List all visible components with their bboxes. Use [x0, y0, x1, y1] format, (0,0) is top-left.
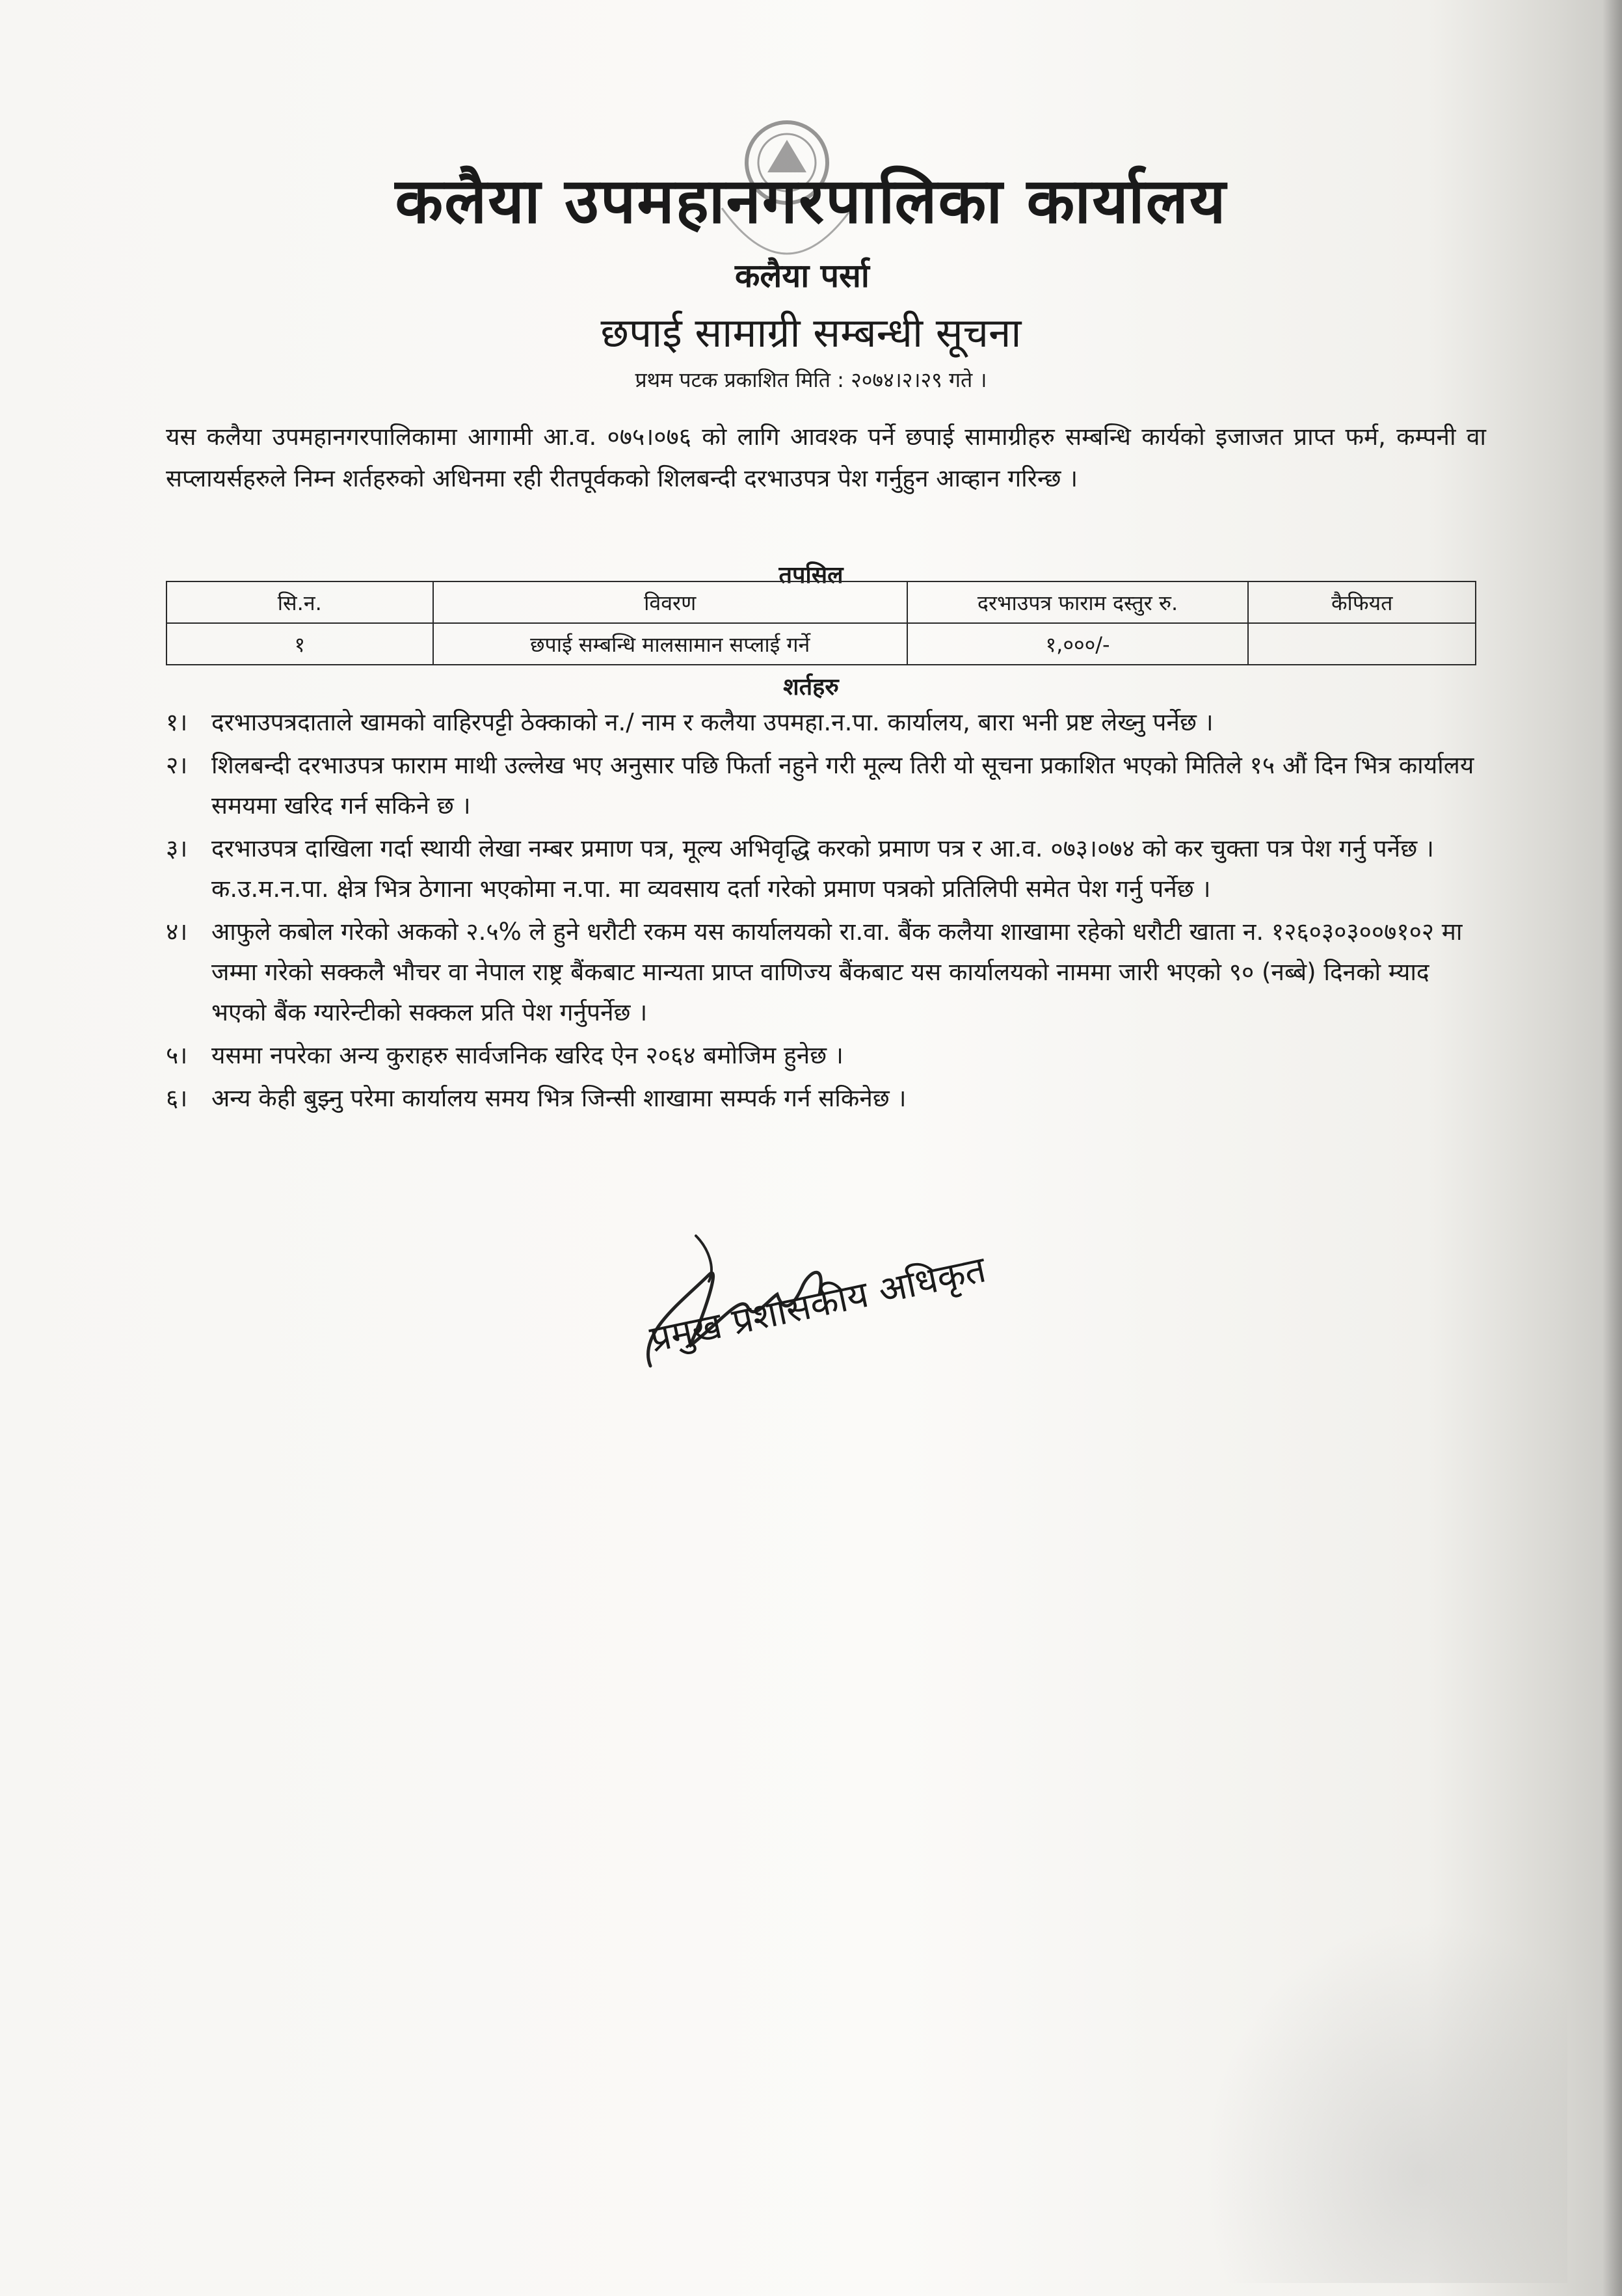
term-item [166, 1035, 1486, 1076]
cell-serial: १ [166, 623, 433, 665]
items-table [166, 581, 1476, 665]
header-description: विवरण [433, 581, 907, 623]
term-number: १। [166, 708, 188, 736]
page-fold-shadow [1203, 1919, 1567, 2283]
cell-description: छपाई सम्बन्धि मालसामान सप्लाई गर्ने [433, 623, 907, 665]
office-title: कलैया उपमहानगरपालिका कार्यालय [395, 165, 1227, 237]
term-number: ६। [166, 1084, 188, 1112]
term-text: अन्य केही बुझ्नु परेमा कार्यालय समय भित्र जिन्सी शाखामा सम्पर्क गर्न सकिनेछ । [211, 1084, 907, 1112]
office-location: कलैया पर्सा [735, 257, 870, 295]
terms-caption: शर्तहरु [783, 674, 839, 701]
term-item [166, 702, 1486, 743]
term-item [166, 912, 1486, 1033]
intro-paragraph: यस कलैया उपमहानगरपालिकामा आगामी आ.व. ०७५।०७६ को लागि आवश्क पर्ने छपाई सामाग्रीहरु सम्बन्धि कार्यको इजाजत प्राप्त फर्म, कम्पनी वा सप्लायर्सहरुले निम्न शर्तहरुको अधिनमा रही रीतपूर्वकको शिलबन्दी दरभाउपत्र पेश गर्नुहुन आव्हान गरिन्छ । [166, 423, 1486, 492]
table-row [166, 623, 1476, 665]
term-number: ३। [166, 834, 188, 862]
term-text: आफुले कबोल गरेको अकको २.५% ले हुने धरौटी रकम यस कार्यालयको रा.वा. बैंक कलैया शाखामा रहेको धरौटी खाता न. १२६०३०३००७१०२ मा जम्मा गरेको सक्कलै भौचर वा नेपाल राष्ट्र बैंकबाट मान्यता प्राप्त वाणिज्य बैंकबाट यस कार्यालयको नाममा जारी भएको ९० (नब्बे) दिनको म्याद भएको बैंक ग्यारेन्टीको सक्कल प्रति पेश गर्नुपर्नेछ । [211, 918, 1463, 1026]
notice-heading: छपाई सामाग्री सम्बन्धी सूचना [600, 309, 1022, 356]
term-item [166, 1078, 1486, 1119]
term-number: ४। [166, 918, 188, 946]
term-text: दरभाउपत्रदाताले खामको वाहिरपट्टी ठेक्काको न./ नाम र कलैया उपमहा.न.पा. कार्यालय, बारा भनी प्रष्ट लेख्नु पर्नेछ । [211, 708, 1214, 736]
term-text: यसमा नपरेका अन्य कुराहरु सार्वजनिक खरिद ऐन २०६४ बमोजिम हुनेछ । [211, 1041, 844, 1069]
published-date: प्रथम पटक प्रकाशित मिति : २०७४।२।२९ गते । [635, 367, 987, 392]
term-item [166, 745, 1486, 826]
table-caption: तपसिल [778, 562, 844, 589]
term-text: शिलबन्दी दरभाउपत्र फाराम माथी उल्लेख भए अनुसार पछि फिर्ता नहुने गरी मूल्य तिरी यो सूचना प्रकाशित भएको मितिले १५ औं दिन भित्र कार्यालय समयमा खरिद गर्न सकिने छ । [211, 751, 1474, 820]
term-number: ५। [166, 1041, 188, 1069]
signatory-title: प्रमुख प्रशासकीय अधिकृत [646, 1248, 990, 1361]
cell-remarks [1248, 623, 1476, 665]
terms-list [166, 702, 1486, 1121]
header-fee: दरभाउपत्र फाराम दस्तुर रु. [907, 581, 1248, 623]
term-text: दरभाउपत्र दाखिला गर्दा स्थायी लेखा नम्बर प्रमाण पत्र, मूल्य अभिवृद्धि करको प्रमाण पत्र र आ.व. ०७३।०७४ को कर चुक्ता पत्र पेश गर्नु पर्नेछ । क.उ.म.न.पा. क्षेत्र भित्र ठेगाना भएकोमा न.पा. मा व्यवसाय दर्ता गरेको प्रमाण पत्रको प्रतिलिपी समेत पेश गर्नु पर्नेछ । [211, 834, 1434, 903]
cell-fee: १,०००/- [907, 623, 1248, 665]
header-remarks: कैफियत [1248, 581, 1476, 623]
term-number: २। [166, 751, 188, 779]
header-serial: सि.न. [166, 581, 433, 623]
term-item [166, 829, 1486, 909]
table-header-row [166, 581, 1476, 623]
